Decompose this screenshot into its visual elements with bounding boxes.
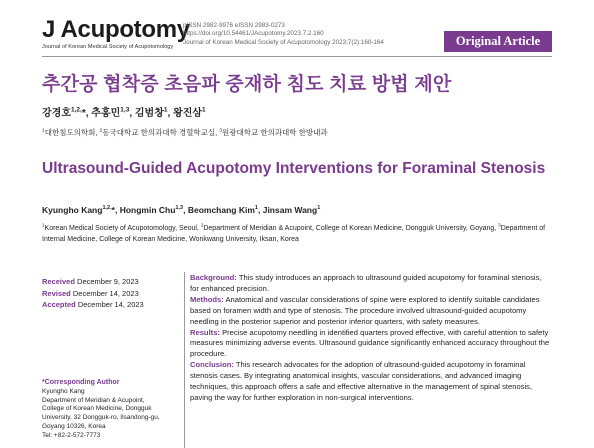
affiliation-text: Korean Medical Society of Acupotomology, Seoul, <box>44 225 201 232</box>
english-authors <box>42 205 320 215</box>
abstract-section-label: Methods: <box>190 294 224 304</box>
author-name: Hongmin Chu <box>119 205 176 215</box>
corresponding-line: Department of Meridian & Acupoint, <box>42 396 145 404</box>
author-name: 강경호 <box>42 108 71 119</box>
date-label: Accepted <box>42 300 76 309</box>
english-affiliations <box>42 223 562 245</box>
author-name: Kyungho Kang <box>42 205 103 215</box>
affiliation-number: 2 <box>200 222 204 228</box>
date-value: December 14, 2023 <box>75 300 144 309</box>
corresponding-mark: * <box>111 205 115 215</box>
citation-line: Journal of Korean Medical Society of Acupotomology 2023;7(2):160-164 <box>183 38 384 46</box>
journal-header <box>0 0 594 60</box>
author-affil-mark: 1 <box>202 106 206 114</box>
abstract-section <box>190 328 552 361</box>
affiliation-text: Department of Internal Medicine, College of Korean Medicine, Wonkwang University, Iksan, Korea <box>42 225 546 243</box>
korean-authors <box>42 104 206 119</box>
korean-title: 추간공 협착증 초음파 중재하 침도 치료 방법 제안 <box>42 74 452 95</box>
abstract-section <box>190 273 552 295</box>
corresponding-line: Tel: +82-2-572-7773 <box>42 431 101 439</box>
author-affil-mark: 1,2, <box>70 106 82 114</box>
author-separator: , <box>129 108 135 119</box>
issn-line: pISSN 2982-9976 eISSN 2983-0273 <box>183 22 285 29</box>
affiliation-number: 3 <box>219 128 223 134</box>
abstract-section-label: Conclusion: <box>190 360 234 370</box>
corresponding-label: *Corresponding Author <box>42 379 120 386</box>
corresponding-author <box>42 379 182 441</box>
date-label: Revised <box>42 288 71 298</box>
author-name: Jinsam Wang <box>262 205 318 215</box>
journal-logo-text: J Acupotomy <box>42 16 190 43</box>
journal-brand <box>42 18 190 50</box>
affiliation-number: 1 <box>42 128 45 134</box>
english-title: Ultrasound-Guided Acupotomy Interventions for Foraminal Stenosis <box>42 160 546 177</box>
author-separator: , <box>85 108 92 119</box>
header-divider <box>42 56 552 57</box>
corresponding-line: College of Korean Medicine, Dongguk <box>42 405 152 413</box>
corresponding-line: Goyang 10326, Korea <box>42 422 106 430</box>
author-affil-mark: 1 <box>254 205 258 212</box>
affiliation-number: 3 <box>498 222 501 228</box>
author-separator: , <box>257 205 263 215</box>
journal-meta <box>183 22 384 47</box>
author-affil-mark: 1,2, <box>102 205 112 212</box>
date-value: December 9, 2023 <box>74 277 139 286</box>
date-label: Received <box>42 277 75 286</box>
date-row <box>42 276 144 288</box>
abstract-section <box>190 360 552 404</box>
affiliation-text: 원광대학교 한의과대학 한방내과 <box>222 128 328 137</box>
affiliation-text: Department of Meridian & Acupoint, College of Korean Medicine, Dongguk University, Goyang, <box>203 225 499 232</box>
abstract-section-text: Precise acupotomy needling in identified quarters proved effective, with careful attention to safety measures minimizing adverse events. Ultrasound guidance significantly enhanced accuracy throughout the procedure. <box>190 327 550 359</box>
author-separator: , <box>167 108 174 119</box>
abstract <box>190 273 552 404</box>
author-affil-mark: 1 <box>317 205 321 212</box>
date-value: December 14, 2023 <box>70 288 139 298</box>
abstract-section <box>190 295 552 328</box>
journal-subtitle: Journal of Korean Medical Society of Acupotomology <box>42 44 174 50</box>
abstract-section-text: This research advocates for the adoption of ultrasound-guided acupotomy in foraminal stenosis cases. By integrating anatomical insights, vascular considerations, and advanced imaging techniques, this approach offers a safe and effective alternative in the management of spinal stenosis, paving the way for further exploration in non-surgical interventions. <box>190 360 533 402</box>
abstract-section-text: Anatomical and vascular considerations of spine were explored to identify suitable candidates based on foramen width and type of stenosis. The procedure involved ultrasound-guided acupotomy needling in the posterior superior and posterior inferior quarters, with safety measures. <box>190 294 540 326</box>
corresponding-line: Kyungho Kang <box>42 387 85 395</box>
author-name: 추홍민 <box>91 108 121 119</box>
affiliation-text: 대한침도의학회, <box>44 128 100 137</box>
author-name: 김범창 <box>134 108 164 119</box>
affiliation-text: 동국대학교 한의과대학 경혈학교실, <box>102 128 220 137</box>
author-separator: , <box>114 205 120 215</box>
affiliation-number: 2 <box>99 128 103 134</box>
affiliation-number: 1 <box>42 222 45 228</box>
date-row <box>42 288 144 300</box>
korean-affiliations <box>42 127 328 138</box>
author-affil-mark: 1,3 <box>175 205 184 212</box>
doi-link[interactable]: https://doi.org/10.54461/JAcupotomy.2023.7.2.160 <box>183 30 324 38</box>
date-row <box>42 299 144 311</box>
author-name: Beomchang Kim <box>187 205 255 215</box>
author-separator: , <box>183 205 188 215</box>
abstract-section-text: This study introduces an approach to ultrasound guided acupotomy for foraminal stenosis, for enhanced precision. <box>190 273 542 293</box>
article-type-badge: Original Article <box>444 31 552 52</box>
author-name: 왕진삼 <box>173 108 203 119</box>
corresponding-line: University, 32 Dongguk-ro, Ilsandong-gu, <box>42 414 160 422</box>
abstract-section-label: Background: <box>190 273 237 282</box>
author-affil-mark: 1 <box>163 106 168 114</box>
column-divider <box>184 272 185 448</box>
abstract-section-label: Results: <box>190 327 220 337</box>
article-dates <box>42 276 144 311</box>
corresponding-mark: * <box>81 108 86 119</box>
corresponding-details <box>42 388 182 441</box>
author-affil-mark: 1,3 <box>120 106 130 114</box>
